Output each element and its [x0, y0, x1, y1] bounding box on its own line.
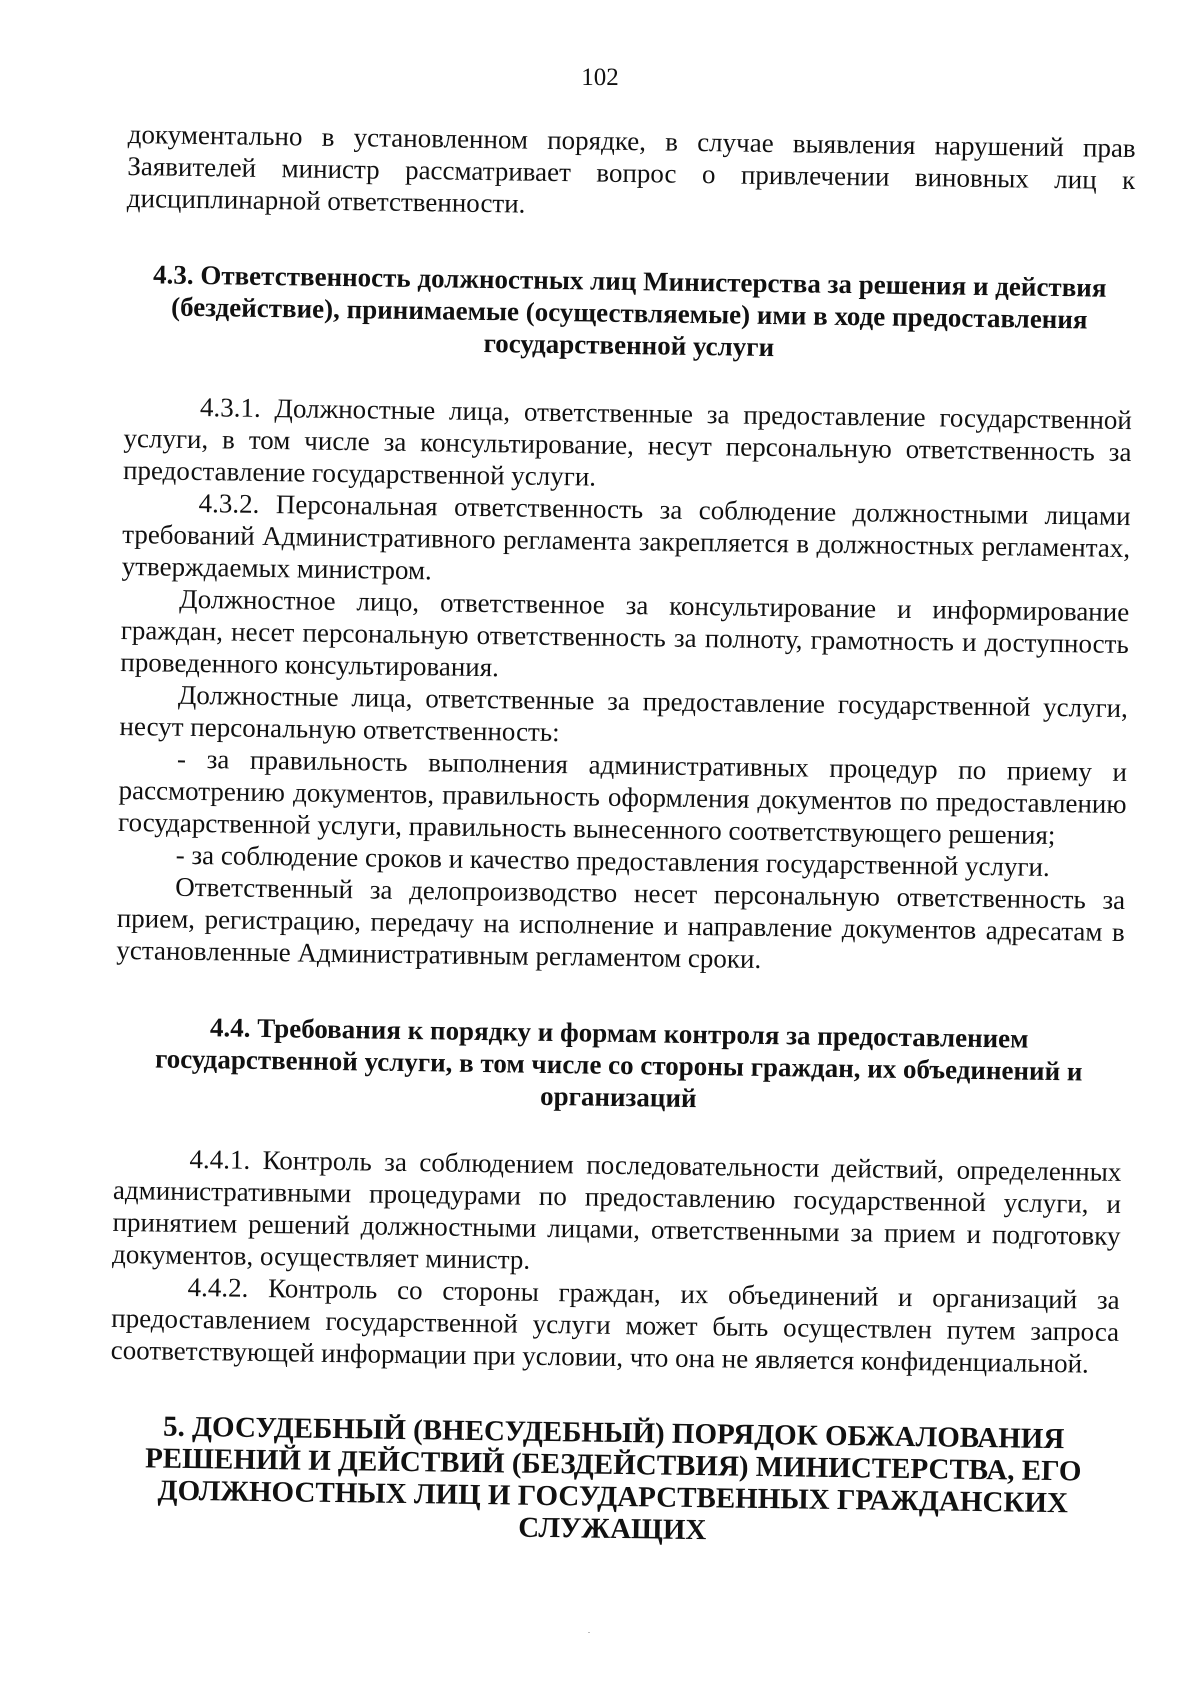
- scan-speck: [588, 1632, 590, 1633]
- paragraph-4-3-2: 4.3.2. Персональная ответственность за соблюдение должностными лицами требований Административного регламента закрепляется в должностных регламентах, утверждаемых министром.: [121, 488, 1131, 586]
- paragraph-4-4-1: 4.4.1. Контроль за соблюдением последовательности действий, определенных административными процедурами по предоставлению государственной услуги, и принятием решений должностными лицами, ответственными за прием и подготовку документов, осуществляет министр.: [111, 1143, 1122, 1275]
- page-number: 102: [581, 64, 619, 91]
- paragraph-continuation: документально в установленном порядке, в случае выявления нарушений прав Заявителей министр рассматривает вопрос о привлечении виновных лиц к дисциплинарной ответственности.: [126, 118, 1136, 219]
- page-content: [108, 118, 1136, 1552]
- paragraph-4-4-2: 4.4.2. Контроль со стороны граждан, их объединений и организаций за предоставлением государственной услуги может быть осуществлен путем запроса соответствующей информации при условии, что она не является конфиденциальной.: [110, 1271, 1120, 1379]
- section-4-3-heading: 4.3. Ответственность должностных лиц Министерства за решения и действия (бездействие), принимаемые (осуществляемые) ими в ходе предоставления государственной услуги: [152, 259, 1107, 363]
- section-5-heading: 5. ДОСУДЕБНЫЙ (ВНЕСУДЕБНЫЙ) ПОРЯДОК ОБЖАЛОВАНИЯ РЕШЕНИЙ И ДЕЙСТВИЙ (БЕЗДЕЙСТВИЯ) МИНИСТЕРСТВА, ЕГО ДОЛЖНОСТНЫХ ЛИЦ И ГОСУДАРСТВЕННЫХ ГРАЖДАНСКИХ СЛУЖАЩИХ: [144, 1410, 1082, 1547]
- list-item-deadlines: - за соблюдение сроков и качество предоставления государственной услуги.: [175, 839, 1050, 882]
- list-item-procedures: - за правильность выполнения административных процедур по приему и рассмотрению документов, правильность оформления документов по предоставлению государственной услуги, правильность вынесенного соответствующего решения;: [117, 743, 1128, 851]
- paragraph-officials-responsibility: Должностные лица, ответственные за предоставление государственной услуги, несут персональную ответственность:: [119, 679, 1129, 748]
- section-4-4-heading: 4.4. Требования к порядку и формам контроля за предоставлением государственной услуги, в том числе со стороны граждан, их объединений и организаций: [154, 1012, 1083, 1114]
- paragraph-records-responsibility: Ответственный за делопроизводство несет персональную ответственность за прием, регистрацию, передачу на исполнение и направление документов адресатам в установленные Административным регламентом сроки.: [116, 871, 1126, 974]
- paragraph-consulting-responsibility: Должностное лицо, ответственное за консультирование и информирование граждан, несет персональную ответственность за полноту, грамотность и доступность проведенного консультирования.: [120, 583, 1130, 683]
- paragraph-4-3-1: 4.3.1. Должностные лица, ответственные за предоставление государственной услуги, в том числе за консультирование, несут персональную ответственность за предоставление государственной услуги.: [122, 392, 1133, 492]
